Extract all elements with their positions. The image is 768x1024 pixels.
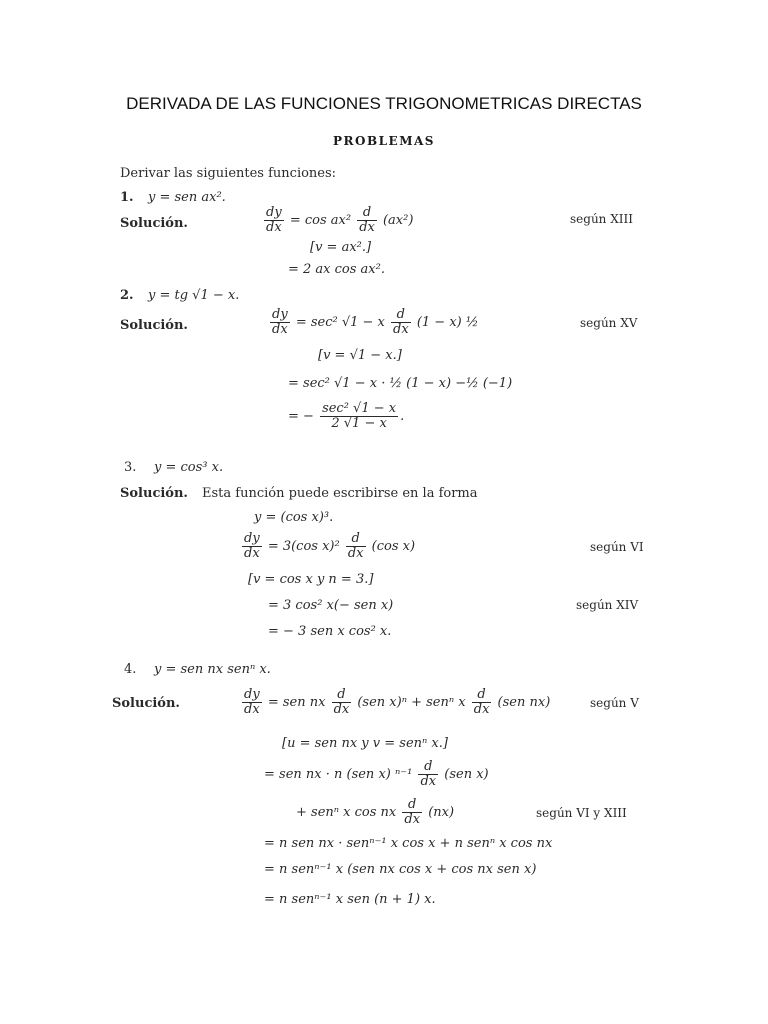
problem-3-step-2: $\frac{dy}{dx}$ = 3(cos x)² $\frac{d}{dx}$ (cos x) — [244, 531, 416, 561]
section-heading: PROBLEMAS — [333, 134, 435, 148]
problem-4-step-3: = sen nx · n (sen x) ⁿ⁻¹ $\frac{d}{dx}$ (sen x) — [264, 759, 489, 789]
problem-2-function: y = tg √1 − x. — [148, 288, 240, 303]
problem-3-reference-1: según VI — [590, 540, 644, 554]
problem-4-step-6: = n senⁿ⁻¹ x (sen nx cos x + cos nx sen x) — [264, 862, 537, 877]
problem-3-solution-label: Solución. — [120, 486, 188, 501]
problem-4-function: y = sen nx senⁿ x. — [154, 662, 271, 677]
intro-text: Derivar las siguientes funciones: — [120, 166, 337, 181]
problem-4-reference-1: según V — [590, 696, 639, 710]
problem-2-step-3: = sec² √1 − x · ½ (1 − x) −½ (−1) — [288, 376, 513, 391]
problem-3-step-1: y = (cos x)³. — [254, 510, 334, 525]
problem-4-step-7: = n senⁿ⁻¹ x sen (n + 1) x. — [264, 892, 436, 907]
problem-2-step-2: [v = √1 − x.] — [318, 348, 402, 363]
problem-3-step-4: = 3 cos² x(− sen x) — [268, 598, 394, 613]
problem-2-step-4: = − $\frac{\text{sec² √1 − x}}{2 √1 - x}$ . — [288, 401, 405, 431]
problem-1-step-2: [v = ax².] — [310, 240, 372, 255]
problem-3-reference-2: según XIV — [576, 598, 639, 612]
problem-2-number: 2. — [120, 288, 134, 303]
problem-4-reference-2: según VI y XIII — [536, 806, 627, 820]
problem-4-step-2: [u = sen nx y v = senⁿ x.] — [282, 736, 448, 751]
problem-4-step-1: $\frac{dy}{dx}$ = sen nx $\frac{d}{dx}$ (sen x)ⁿ + senⁿ x $\frac{d}{dx}$ (sen nx) — [244, 687, 551, 717]
problem-2-solution-label: Solución. — [120, 318, 188, 333]
problem-3-function: y = cos³ x. — [154, 460, 224, 475]
problem-2-reference: según XV — [580, 316, 638, 330]
problem-3-step-3: [v = cos x y n = 3.] — [248, 572, 374, 587]
problem-4-solution-label: Solución. — [112, 696, 180, 711]
problem-1-function: y = sen ax². — [148, 190, 226, 205]
problem-4-step-4: + senⁿ x cos nx $\frac{d}{dx}$ (nx) — [296, 797, 455, 827]
problem-1-solution-label: Solución. — [120, 216, 188, 231]
problem-3-step-5: = − 3 sen x cos² x. — [268, 624, 392, 639]
problem-4-number: 4. — [124, 662, 137, 677]
problem-1-number: 1. — [120, 190, 134, 205]
problem-1-step-1: $\frac{dy}{dx}$ = cos ax² $\frac{d}{dx}$ (ax²) — [266, 205, 414, 235]
page-title: DERIVADA DE LAS FUNCIONES TRIGONOMETRICAS DIRECTAS — [126, 94, 642, 113]
problem-2-step-1: $\frac{dy}{dx}$ = sec² √1 − x $\frac{d}{dx}$ (1 − x) ½ — [272, 307, 479, 337]
problem-1-reference: según XIII — [570, 212, 633, 226]
problem-1-step-3: = 2 ax cos ax². — [288, 262, 385, 277]
problem-4-step-5: = n sen nx · senⁿ⁻¹ x cos x + n senⁿ x cos nx — [264, 836, 553, 851]
problem-3-intro: Esta función puede escribirse en la forma — [202, 486, 478, 501]
problem-3-number: 3. — [124, 460, 137, 475]
